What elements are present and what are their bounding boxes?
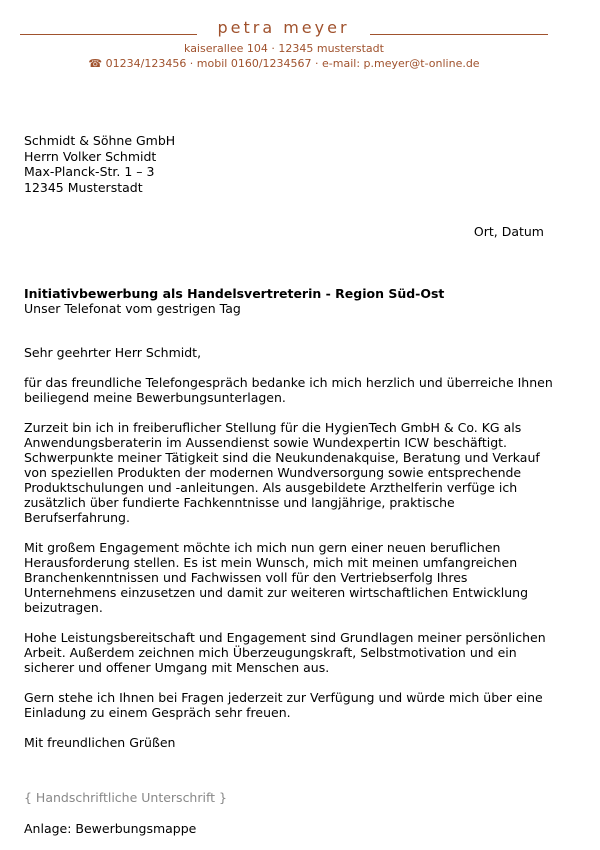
recipient-street: Max-Planck-Str. 1 – 3 [24, 164, 155, 179]
attachment-note: Anlage: Bewerbungsmappe [24, 821, 197, 836]
paragraph: Gern stehe ich Ihnen bei Fragen jederzeit zur Verfügung und würde mich über eine Einladung zu einem Gespräch sehr freuen. [24, 690, 543, 720]
recipient-company: Schmidt & Söhne GmbH [24, 133, 176, 148]
name-row [20, 18, 548, 40]
paragraph: Mit großem Engagement möchte ich mich nun gern einer neuen beruflichen Herausforderung stellen. Es ist mein Wunsch, mich mit meinen umfangreichen Branchenkenntnissen und Fachwissen voll für den Vertriebserfolg Ihres Unternehmens einzusetzen und damit zur weiteren wirtschaftlichen Entwicklung beizutragen. [24, 540, 529, 615]
sender-contact-line [0, 57, 568, 70]
phone-icon: ☎ [88, 57, 103, 70]
subject-line: Initiativbewerbung als Handelsvertreterin - Region Süd-Ost [24, 286, 445, 301]
paragraph: für das freundliche Telefongespräch bedanke ich mich herzlich und überreiche Ihnen beiliegend meine Bewerbungsunterlagen. [24, 375, 553, 405]
paragraph: Zurzeit bin ich in freiberuflicher Stellung für die HygienTech GmbH & Co. KG als Anwendungsberaterin im Aussendienst sowie Wundexpertin ICW beschäftigt. Schwerpunkte meiner Tätigkeit sind die Neukundenakquise, Beratung und Verkauf von speziellen Produkten der modernen Wundversorgung sowie entsprechende Produktschulungen und -anleitungen. Als ausgebildete Arzthelferin verfüge ich zusätzlich über fundierte Fachkenntnisse und langjährige, praktische Berufserfahrung. [24, 420, 540, 525]
recipient-person: Herrn Volker Schmidt [24, 148, 157, 164]
right-divider [370, 34, 548, 35]
sender-address: kaiserallee 104 · 12345 musterstadt [184, 42, 384, 55]
recipient-address [24, 133, 175, 195]
salutation: Sehr geehrter Herr Schmidt, [24, 345, 202, 360]
closing: Mit freundlichen Grüßen [24, 735, 176, 750]
letter-body [24, 345, 554, 765]
left-divider [20, 34, 197, 35]
place-date: Ort, Datum [473, 224, 544, 239]
signature-placeholder: { Handschriftliche Unterschrift } [24, 790, 227, 805]
recipient-city: 12345 Musterstadt [24, 179, 143, 195]
paragraph: Hohe Leistungsbereitschaft und Engagement sind Grundlagen meiner persönlichen Arbeit. Außerdem zeichnen mich Überzeugungskraft, Selbstmotivation und ein sicherer und offener Umgang mit Menschen aus. [24, 630, 546, 675]
sender-name: petra meyer [217, 18, 350, 37]
sender-contact: 01234/123456 · mobil 0160/1234567 · e-mail: p.meyer@t-online.de [105, 57, 480, 70]
subject-reference: Unser Telefonat vom gestrigen Tag [24, 301, 241, 316]
